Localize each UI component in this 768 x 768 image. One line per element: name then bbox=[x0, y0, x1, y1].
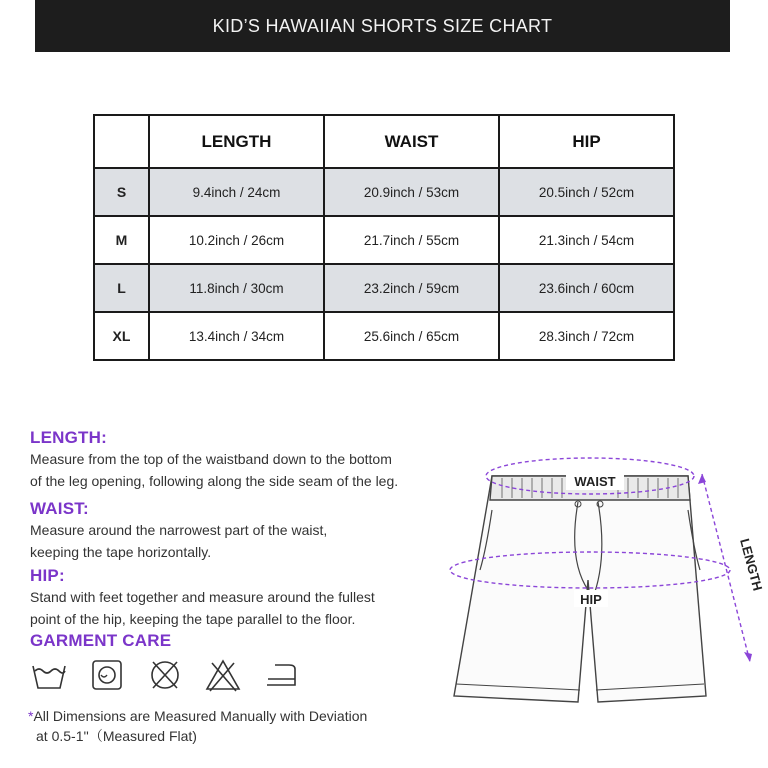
waist-label: WAIST bbox=[574, 474, 616, 489]
length-guide-title: LENGTH: bbox=[30, 428, 107, 447]
column-header-length: LENGTH bbox=[149, 115, 324, 168]
length-guide bbox=[30, 428, 398, 492]
waist-guide bbox=[30, 499, 327, 563]
measurement-note bbox=[28, 706, 367, 746]
care-section bbox=[30, 631, 171, 651]
hip-guide-line1: Stand with feet together and measure around the fullest bbox=[30, 589, 375, 605]
length-cell: 9.4inch / 24cm bbox=[149, 168, 324, 216]
chart-title: KID’S HAWAIIAN SHORTS SIZE CHART bbox=[212, 15, 553, 36]
waist-cell: 20.9inch / 53cm bbox=[324, 168, 499, 216]
size-label: M bbox=[94, 216, 149, 264]
note-line2: at 0.5-1''（Measured Flat) bbox=[36, 728, 197, 744]
shorts-diagram bbox=[440, 440, 768, 720]
hip-cell: 21.3inch / 54cm bbox=[499, 216, 674, 264]
table-row bbox=[94, 264, 674, 312]
no-dry-clean-icon bbox=[146, 657, 184, 693]
note-line1: *All Dimensions are Measured Manually with Deviation bbox=[28, 708, 368, 724]
care-title: GARMENT CARE bbox=[30, 631, 172, 650]
hip-guide-line2: point of the hip, keeping the tape parallel to the floor. bbox=[30, 611, 356, 627]
chart-header bbox=[35, 0, 730, 52]
wash-tub-icon bbox=[30, 657, 68, 693]
hip-guide-title: HIP: bbox=[30, 566, 65, 585]
table-row bbox=[94, 168, 674, 216]
tumble-dry-icon bbox=[88, 657, 126, 693]
waist-cell: 21.7inch / 55cm bbox=[324, 216, 499, 264]
waist-cell: 25.6inch / 65cm bbox=[324, 312, 499, 360]
no-bleach-icon bbox=[204, 657, 242, 693]
hip-cell: 28.3inch / 72cm bbox=[499, 312, 674, 360]
hip-cell: 20.5inch / 52cm bbox=[499, 168, 674, 216]
length-label: LENGTH bbox=[737, 536, 766, 593]
table-row bbox=[94, 216, 674, 264]
hip-guide bbox=[30, 566, 375, 630]
size-label: XL bbox=[94, 312, 149, 360]
length-arrow bbox=[702, 474, 750, 662]
length-cell: 11.8inch / 30cm bbox=[149, 264, 324, 312]
size-table bbox=[93, 114, 675, 361]
hip-label: HIP bbox=[580, 592, 602, 607]
care-icons bbox=[30, 657, 300, 693]
shorts-outline bbox=[454, 476, 706, 702]
column-header-waist: WAIST bbox=[324, 115, 499, 168]
hip-cell: 23.6inch / 60cm bbox=[499, 264, 674, 312]
length-cell: 10.2inch / 26cm bbox=[149, 216, 324, 264]
waist-guide-line2: keeping the tape horizontally. bbox=[30, 544, 212, 560]
note-star: * bbox=[28, 708, 34, 724]
length-guide-line2: of the leg opening, following along the side seam of the leg. bbox=[30, 473, 399, 489]
waist-guide-line1: Measure around the narrowest part of the waist, bbox=[30, 522, 328, 538]
length-arrow-head-bottom bbox=[744, 652, 752, 662]
length-cell: 13.4inch / 34cm bbox=[149, 312, 324, 360]
iron-icon bbox=[262, 657, 300, 693]
size-label: L bbox=[94, 264, 149, 312]
table-header-row bbox=[94, 115, 674, 168]
corner-cell bbox=[94, 115, 149, 168]
column-header-hip: HIP bbox=[499, 115, 674, 168]
waist-guide-title: WAIST: bbox=[30, 499, 89, 518]
waist-cell: 23.2inch / 59cm bbox=[324, 264, 499, 312]
length-guide-line1: Measure from the top of the waistband down to the bottom bbox=[30, 451, 392, 467]
table-row bbox=[94, 312, 674, 360]
size-label: S bbox=[94, 168, 149, 216]
